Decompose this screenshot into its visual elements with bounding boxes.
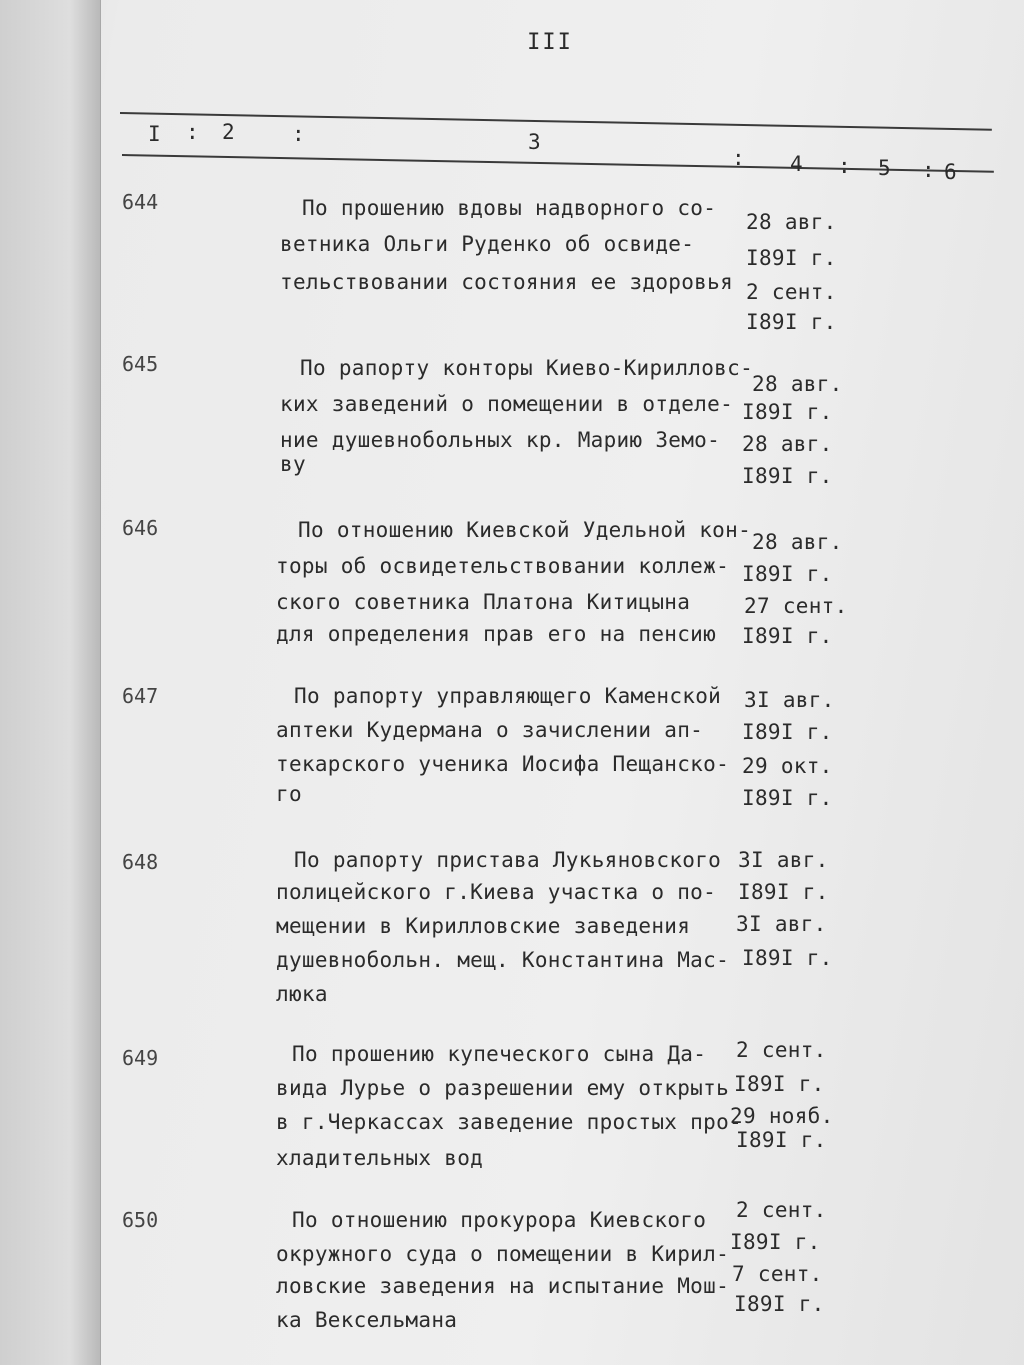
entry-number: 646	[122, 516, 159, 540]
entry-text-line: По отношению прокурора Киевского	[292, 1208, 707, 1232]
entry-date: I89I г.	[742, 624, 833, 648]
entry-text-line: хладительных вод	[276, 1146, 484, 1170]
entry-text-line: аптеки Кудермана о зачислении ап-	[276, 718, 704, 742]
page-number: III	[527, 30, 573, 55]
entry-text-line: По рапорту управляющего Каменской	[294, 684, 722, 708]
entry-number: 644	[122, 190, 159, 214]
col-sep: :	[732, 146, 745, 170]
col-head-2: 2	[222, 120, 235, 144]
entry-number: 649	[122, 1046, 159, 1070]
entry-text-line: душевнобольн. мещ. Константина Мас-	[276, 948, 730, 972]
entry-date: 28 авг.	[752, 372, 843, 396]
header-rule-bottom	[122, 154, 994, 173]
entry-date: 27 сент.	[744, 594, 848, 618]
col-head-5: 5	[878, 156, 891, 180]
entry-date: 2 сент.	[746, 280, 837, 304]
entry-date: 7 сент.	[732, 1262, 823, 1286]
entry-text-line: люка	[276, 982, 328, 1006]
entry-text-line: По рапорту пристава Лукьяновского	[294, 848, 722, 872]
col-sep: :	[292, 122, 305, 146]
entry-text-line: мещении в Кирилловские заведения	[276, 914, 691, 938]
entry-date: 28 авг.	[742, 432, 833, 456]
entry-text-line: в г.Черкассах заведение простых про-	[276, 1110, 742, 1134]
header-rule-top	[120, 112, 992, 131]
entry-date: 3I авг.	[738, 848, 829, 872]
entry-text-line: ветника Ольги Руденко об освиде-	[280, 232, 695, 256]
entry-date: 29 нояб.	[730, 1104, 834, 1128]
entry-number: 645	[122, 352, 159, 376]
entry-text-line: ние душевнобольных кр. Марию Земо-	[280, 428, 721, 452]
col-head-3: 3	[528, 130, 541, 154]
col-head-4: 4	[790, 152, 803, 176]
entry-text-line: ких заведений о помещении в отделе-	[280, 392, 734, 416]
entry-text-line: ка Вексельмана	[276, 1308, 458, 1332]
entry-number: 647	[122, 684, 159, 708]
entry-text-line: ву	[280, 452, 306, 476]
entry-date: 29 окт.	[742, 754, 833, 778]
entry-date: 3I авг.	[736, 912, 827, 936]
entry-date: I89I г.	[736, 1128, 827, 1152]
entry-text-line: текарского ученика Иосифа Пещанско-	[276, 752, 730, 776]
entry-date: I89I г.	[746, 310, 837, 334]
entry-text-line: По рапорту конторы Киево-Кирилловс-	[300, 356, 754, 380]
entry-date: I89I г.	[734, 1292, 825, 1316]
col-head-6: 6	[944, 160, 957, 184]
entry-date: I89I г.	[734, 1072, 825, 1096]
col-sep: :	[838, 154, 851, 178]
entry-text-line: торы об освидетельствовании коллеж-	[276, 554, 730, 578]
entry-text-line: окружного суда о помещении в Кирил-	[276, 1242, 730, 1266]
entry-date: 3I авг.	[744, 688, 835, 712]
entry-number: 648	[122, 850, 159, 874]
entry-date: I89I г.	[742, 786, 833, 810]
entry-date: I89I г.	[746, 246, 837, 270]
entry-text-line: вида Лурье о разрешении ему открыть	[276, 1076, 730, 1100]
entry-date: I89I г.	[730, 1230, 821, 1254]
entry-text-line: для определения прав его на пенсию	[276, 622, 717, 646]
entry-date: 2 сент.	[736, 1198, 827, 1222]
entry-date: I89I г.	[742, 946, 833, 970]
entry-text-line: По прошению купеческого сына Да-	[292, 1042, 707, 1066]
entry-text-line: По прошению вдовы надворного со-	[302, 196, 717, 220]
entry-number: 650	[122, 1208, 159, 1232]
entry-date: 28 авг.	[752, 530, 843, 554]
entry-date: I89I г.	[742, 400, 833, 424]
entry-text-line: ловские заведения на испытание Мош-	[276, 1274, 730, 1298]
col-head-1: I	[148, 122, 161, 146]
entry-date: I89I г.	[742, 720, 833, 744]
entry-text-line: По отношению Киевской Удельной кон-	[298, 518, 752, 542]
entry-date: 28 авг.	[746, 210, 837, 234]
col-sep: :	[922, 158, 935, 182]
entry-date: I89I г.	[742, 464, 833, 488]
entry-date: I89I г.	[738, 880, 829, 904]
col-sep: :	[186, 120, 199, 144]
entry-date: I89I г.	[742, 562, 833, 586]
entry-text-line: го	[276, 782, 302, 806]
entry-text-line: ского советника Платона Китицына	[276, 590, 691, 614]
entry-text-line: полицейского г.Киева участка о по-	[276, 880, 717, 904]
entry-date: 2 сент.	[736, 1038, 827, 1062]
page-binding	[0, 0, 101, 1365]
entry-text-line: тельствовании состояния ее здоровья	[280, 270, 734, 294]
